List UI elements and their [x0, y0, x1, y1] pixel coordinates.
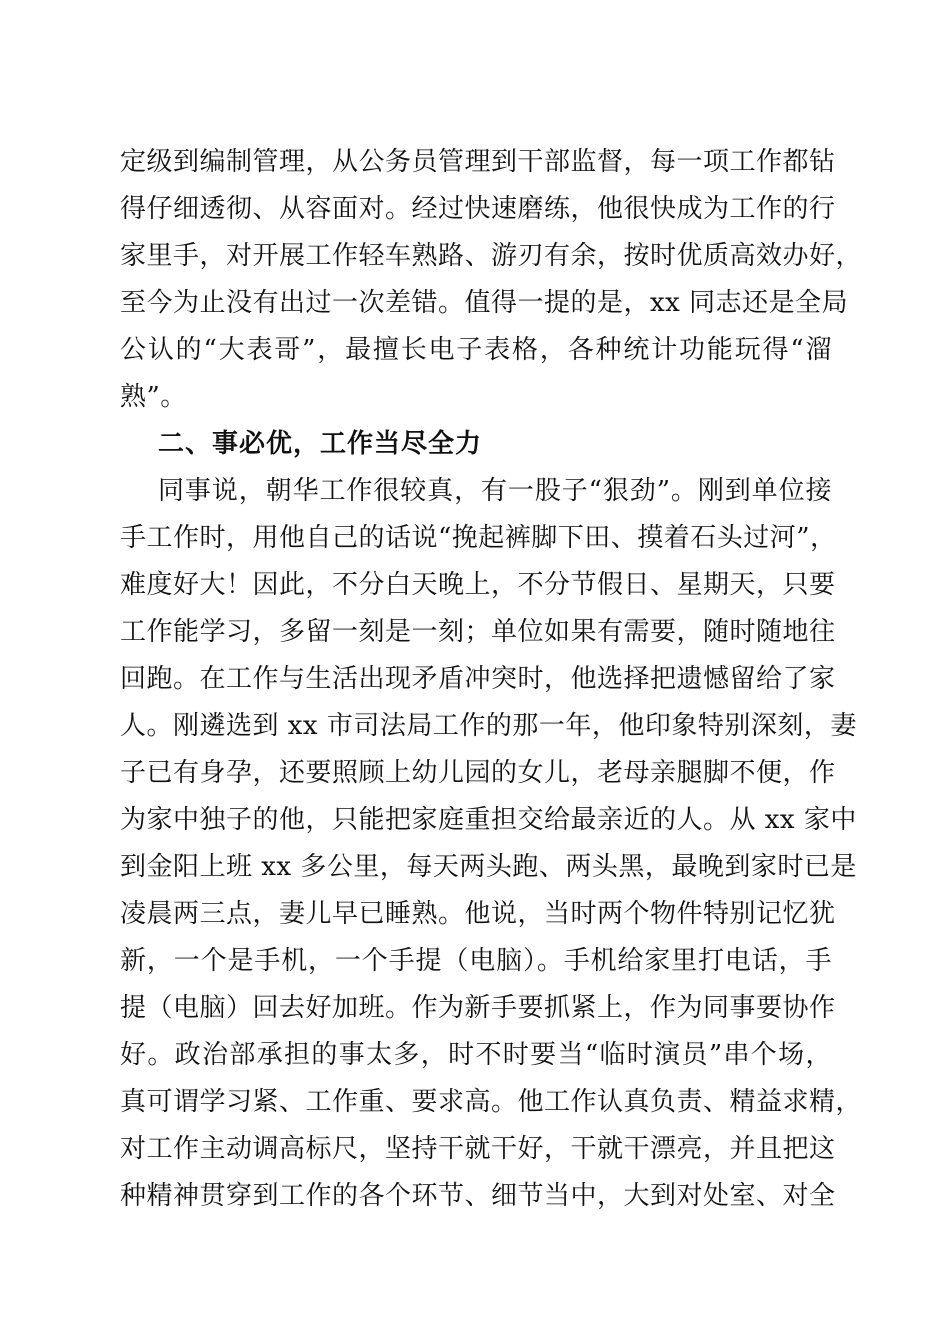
paragraph-line: 对工作主动调高标尺，坚持干就干好，干就干漂亮，并且把这	[120, 1134, 836, 1164]
paragraph-line: 为家中独子的他，只能把家庭重担交给最亲近的人。从 xx 家中	[120, 805, 857, 835]
paragraph-line: 难度好大！因此，不分白天晚上，不分节假日、星期天，只要	[120, 570, 836, 600]
paragraph-line: 熟”。	[120, 382, 187, 412]
paragraph-line: 定级到编制管理，从公务员管理到干部监督，每一项工作都钻	[120, 147, 836, 177]
paragraph-line: 真可谓学习紧、工作重、要求高。他工作认真负责、精益求精，	[120, 1087, 863, 1117]
paragraph-line: 到金阳上班 xx 多公里，每天两头跑、两头黑，最晚到家时已是	[120, 852, 857, 882]
paragraph-line: 种精神贯穿到工作的各个环节、细节当中，大到对处室、对全	[120, 1181, 836, 1211]
paragraph-line: 手工作时，用他自己的话说“挽起裤脚下田、摸着石头过河”，	[120, 523, 837, 553]
paragraph-line: 新，一个是手机，一个手提（电脑）。手机给家里打电话，手	[120, 946, 832, 976]
paragraph-line: 公认的“大表哥”，最擅长电子表格，各种统计功能玩得“溜	[120, 335, 832, 365]
paragraph-line: 至今为止没有出过一次差错。值得一提的是，xx 同志还是全局	[120, 288, 849, 318]
section-heading: 二、事必优，工作当尽全力	[158, 429, 483, 459]
paragraph-line: 家里手，对开展工作轻车熟路、游刃有余，按时优质高效办好，	[120, 241, 863, 271]
paragraph-line: 子已有身孕，还要照顾上幼儿园的女儿，老母亲腿脚不便，作	[120, 758, 836, 788]
paragraph-line: 好。政治部承担的事太多，时不时要当“临时演员”串个场，	[120, 1040, 832, 1070]
paragraph-line: 凌晨两三点，妻儿早已睡熟。他说，当时两个物件特别记忆犹	[120, 899, 836, 929]
paragraph-line: 人。刚遴选到 xx 市司法局工作的那一年，他印象特别深刻，妻	[120, 711, 857, 741]
paragraph-line: 同事说，朝华工作很较真，有一股子“狠劲”。刚到单位接	[158, 476, 832, 506]
paragraph-line: 回跑。在工作与生活出现矛盾冲突时，他选择把遗憾留给了家	[120, 664, 836, 694]
paragraph-line: 提（电脑）回去好加班。作为新手要抓紧上，作为同事要协作	[120, 993, 836, 1023]
paragraph-line: 工作能学习，多留一刻是一刻；单位如果有需要，随时随地往	[120, 617, 836, 647]
paragraph-line: 得仔细透彻、从容面对。经过快速磨练，他很快成为工作的行	[120, 194, 836, 224]
